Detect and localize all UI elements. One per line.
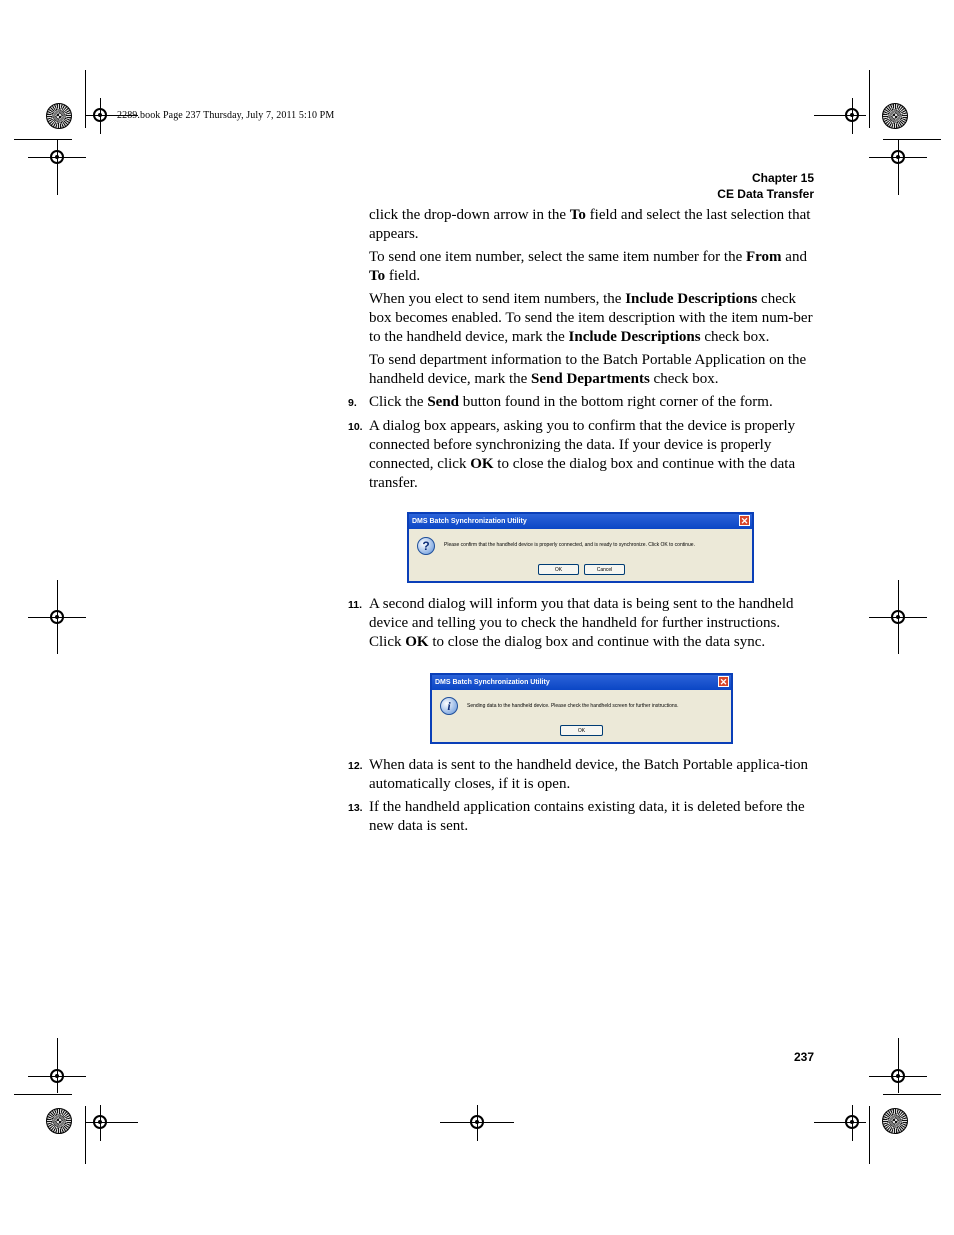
color-target-icon	[46, 1108, 72, 1134]
paragraph: To send department information to the Batch Portable Application on the handheld device, mark the Send Departments check box.	[369, 352, 807, 387]
page-number: 237	[793, 1050, 814, 1064]
dialog-message: Please confirm that the handheld device is properly connected, and is ready to synchronize. Click OK to continue.	[444, 542, 695, 548]
paragraph: To send one item number, select the same item number for the From and To field.	[369, 249, 807, 284]
step-text: A second dialog will inform you that data is being sent to the handheld device and telling you to check the handheld for further instructions. Click OK to close the dialog box and continue with the data sync.	[369, 596, 794, 650]
step-number: 11.	[348, 599, 363, 611]
color-target-icon	[882, 1108, 908, 1134]
close-button[interactable]: ✕	[740, 516, 749, 526]
registration-mark	[50, 1069, 64, 1083]
ok-button[interactable]: OK	[560, 725, 603, 736]
color-target-icon	[882, 103, 908, 129]
registration-mark	[50, 150, 64, 164]
ok-button[interactable]: OK	[538, 564, 579, 575]
running-header-chapter: Chapter 15	[751, 171, 814, 185]
step-text: Click the Send button found in the bottom right corner of the form.	[369, 394, 773, 410]
dialog-titlebar	[409, 514, 752, 529]
close-button[interactable]: ✕	[719, 677, 728, 687]
question-icon: ?	[417, 537, 435, 555]
dialog-title: DMS Batch Synchronization Utility	[412, 518, 527, 525]
registration-mark	[93, 1115, 107, 1129]
step-number: 13.	[348, 802, 363, 814]
color-target-icon	[46, 103, 72, 129]
registration-mark	[845, 108, 859, 122]
registration-mark	[891, 1069, 905, 1083]
registration-mark	[93, 108, 107, 122]
step-text: A dialog box appears, asking you to confirm that the device is properly connected before synchronizing the data. If your device is properly connected, click OK to close the dialog box and continue with the data transfer.	[369, 418, 796, 491]
step-number: 10.	[348, 421, 363, 433]
registration-mark	[891, 150, 905, 164]
dialog-titlebar	[432, 675, 731, 690]
info-icon: i	[440, 697, 458, 715]
registration-mark	[50, 610, 64, 624]
paragraph: When you elect to send item numbers, the Include Descriptions check box becomes enabled. To send the item description with the item num-ber to the handheld device, mark the Include Descriptions check box.	[369, 291, 813, 345]
step-text: When data is sent to the handheld device, the Batch Portable applica-tion automatically closes, if it is open.	[369, 757, 809, 792]
step-text: If the handheld application contains existing data, it is deleted before the new data is sent.	[369, 799, 805, 834]
registration-mark	[845, 1115, 859, 1129]
registration-mark	[891, 610, 905, 624]
running-header-section: CE Data Transfer	[717, 187, 814, 201]
dialog-message: Sending data to the handheld device. Please check the handheld screen for further instructions.	[467, 703, 679, 709]
dialog-title: DMS Batch Synchronization Utility	[435, 679, 550, 686]
info-dialog	[430, 673, 733, 744]
print-slug: 2289.book Page 237 Thursday, July 7, 2011 5:10 PM	[117, 110, 335, 121]
step-number: 12.	[348, 760, 363, 772]
paragraph: click the drop-down arrow in the To field and select the last selection that appears.	[369, 207, 811, 242]
step-number: 9.	[348, 397, 357, 409]
confirm-dialog	[407, 512, 754, 583]
registration-mark	[470, 1115, 484, 1129]
cancel-button[interactable]: Cancel	[584, 564, 625, 575]
